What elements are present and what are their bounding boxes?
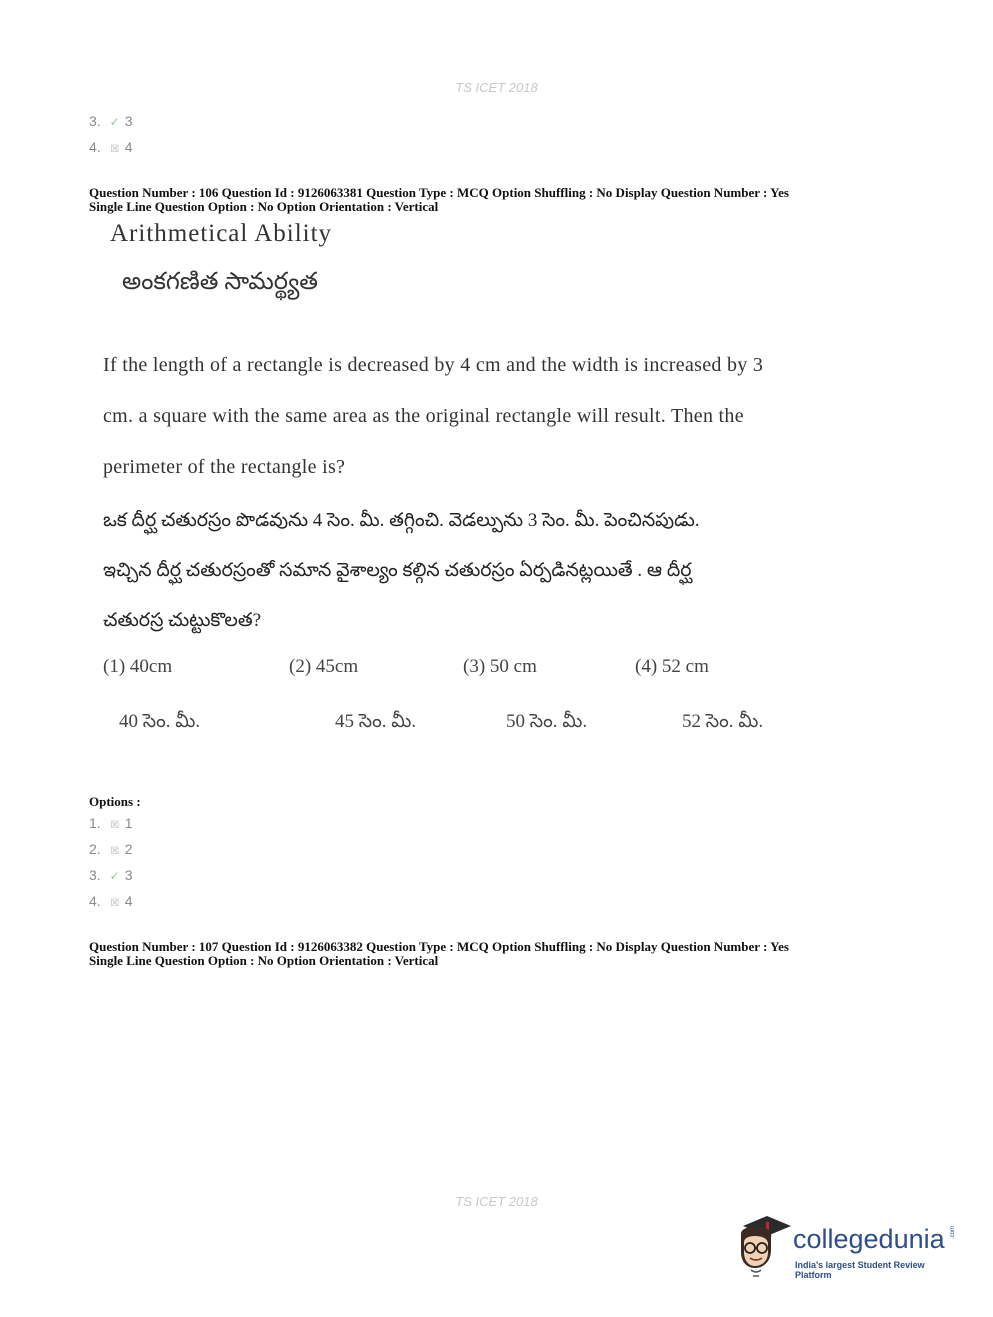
subject-english: Arithmetical Ability	[110, 220, 333, 247]
logo-tagline: India's largest Student Review Platform	[795, 1260, 925, 1280]
question-106-meta	[89, 186, 789, 214]
footer-watermark: TS ICET 2018	[455, 1194, 538, 1209]
meta-line-1: Question Number : 106 Question Id : 9126063381 Question Type : MCQ Option Shuffling : No Display Question Number : Yes	[89, 185, 789, 200]
option-value: 2	[124, 841, 133, 857]
cross-box-icon: ☒	[110, 820, 120, 831]
choice-3-telugu: 50 సెం. మీ.	[506, 711, 588, 732]
option-number: 1.	[89, 815, 101, 831]
choice-1-telugu: 40 సెం. మీ.	[119, 711, 201, 732]
cross-box-icon: ☒	[110, 846, 120, 857]
question-english-line-2: cm. a square with the same area as the original rectangle will result. Then the	[103, 405, 744, 427]
option-3	[89, 867, 132, 883]
question-english-line-1: If the length of a rectangle is decreased by 4 cm and the width is increased by 3	[103, 354, 764, 376]
option-2	[89, 841, 132, 857]
question-english-line-3: perimeter of the rectangle is?	[103, 456, 346, 478]
logo-wordmark: collegedunia	[793, 1224, 945, 1254]
collegedunia-logo	[733, 1212, 963, 1282]
option-value: 4	[124, 893, 133, 909]
subject-telugu: అంకగణిత సామర్థ్యత	[122, 269, 318, 295]
logo-suffix: .com	[950, 1226, 956, 1240]
option-value: 1	[124, 815, 133, 831]
option-4	[89, 893, 132, 909]
cross-box-icon: ☒	[110, 898, 120, 909]
option-value: 4	[124, 139, 133, 155]
choice-4-telugu: 52 సెం. మీ.	[682, 711, 764, 732]
header-watermark: TS ICET 2018	[455, 80, 538, 95]
choice-2-telugu: 45 సెం. మీ.	[335, 711, 417, 732]
prev-option-3	[89, 113, 132, 129]
mascot-icon	[733, 1212, 793, 1282]
option-number: 3.	[89, 867, 101, 883]
meta-line-2: Single Line Question Option : No Option Orientation : Vertical	[89, 953, 439, 968]
option-value: 3	[124, 867, 133, 883]
check-icon: ✓	[109, 869, 120, 883]
choice-1-english: (1) 40cm	[103, 656, 173, 677]
option-number: 4.	[89, 139, 101, 155]
option-1	[89, 815, 132, 831]
choice-4-english: (4) 52 cm	[635, 656, 709, 677]
question-telugu-line-2: ఇచ్చిన దీర్ఘ చతురస్రంతో సమాన వైశాల్యం కల్గిన చతురస్రం ఏర్పడినట్లయితే . ఆ దీర్ఘ	[103, 560, 692, 581]
prev-option-4	[89, 139, 132, 155]
meta-line-2: Single Line Question Option : No Option Orientation : Vertical	[89, 199, 439, 214]
options-label: Options :	[89, 794, 141, 809]
choice-3-english: (3) 50 cm	[463, 656, 537, 677]
meta-line-1: Question Number : 107 Question Id : 9126063382 Question Type : MCQ Option Shuffling : No Display Question Number : Yes	[89, 939, 789, 954]
option-number: 2.	[89, 841, 101, 857]
choice-2-english: (2) 45cm	[289, 656, 359, 677]
question-telugu-line-3: చతురస్ర చుట్టుకొలత?	[103, 610, 262, 631]
cross-box-icon: ☒	[110, 144, 120, 155]
question-telugu-line-1: ఒక దీర్ఘ చతురస్రం పొడవును 4 సెం. మీ. తగ్గించి. వెడల్పును 3 సెం. మీ. పెంచినపుడు.	[103, 510, 700, 531]
check-icon: ✓	[109, 115, 120, 129]
option-number: 4.	[89, 893, 101, 909]
option-number: 3.	[89, 113, 101, 129]
option-value: 3	[124, 113, 133, 129]
question-107-meta	[89, 940, 789, 968]
